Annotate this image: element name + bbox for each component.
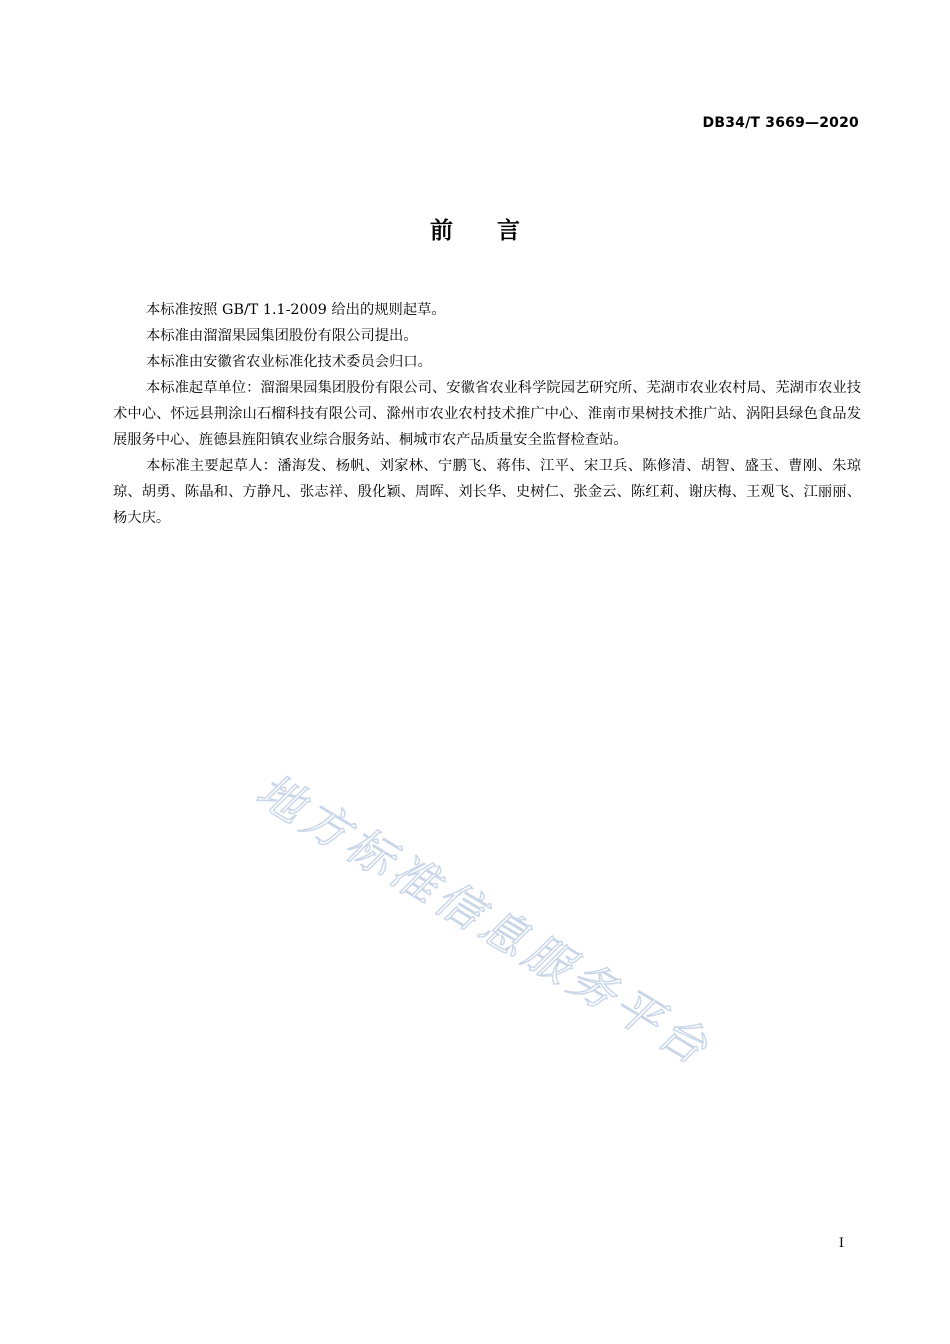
paragraph-proposer: 本标准由溜溜果园集团股份有限公司提出。 xyxy=(146,328,418,344)
paragraph-drafting-units: 本标准起草单位：溜溜果园集团股份有限公司、安徽省农业科学院园艺研究所、芜湖市农业农村局、芜湖市农业技术中心、怀远县荆涂山石榴科技有限公司、滁州市农业农村技术推广中心、淮南市果树技术推广站、涡阳县绿色食品发展服务中心、旌德县旌阳镇农业综合服务站、桐城市农产品质量安全监督检查站。 xyxy=(113,380,861,448)
watermark: 地方标准信息服务平台 xyxy=(247,762,721,1078)
foreword-body xyxy=(113,297,861,531)
paragraph-centralized-unit: 本标准由安徽省农业标准化技术委员会归口。 xyxy=(146,354,432,370)
paragraph-drafting-rules: 本标准按照 GB/T 1.1-2009 给出的规则起草。 xyxy=(146,302,446,318)
document-code: DB34/T 3669—2020 xyxy=(702,115,859,131)
paragraph-main-drafters: 本标准主要起草人：潘海发、杨帆、刘家林、宁鹏飞、蒋伟、江平、宋卫兵、陈修清、胡智、盛玉、曹刚、朱琼琼、胡勇、陈晶和、方静凡、张志祥、殷化颖、周晖、刘长华、史树仁、张金云、陈红莉、谢庆梅、王观飞、江丽丽、杨大庆。 xyxy=(113,458,861,526)
page-title: 前 言 xyxy=(429,218,538,244)
page-number: I xyxy=(838,1236,844,1251)
